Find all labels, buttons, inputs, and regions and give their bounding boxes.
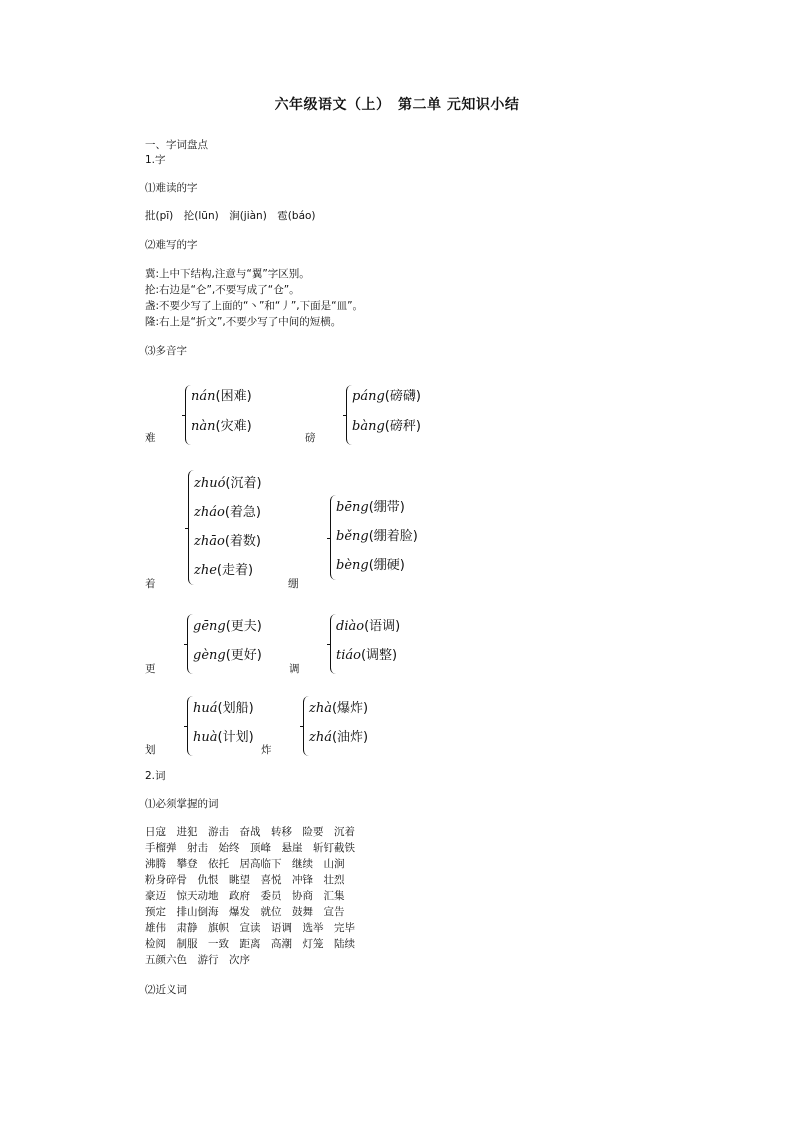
word-line: 五颜六色 游行 次序: [145, 954, 250, 966]
word-line: 日寇 进犯 游击 奋战 转移 险要 沉着: [145, 826, 355, 838]
polyphone-reading: [194, 475, 262, 493]
hard-write-line: 抡:右边是“仑”,不要写成了“仓”。: [145, 284, 300, 296]
hard-read-label: ⑴难读的字: [145, 182, 198, 194]
word-line: 雄伟 肃静 旗帜 宣读 语调 选举 完毕: [145, 922, 355, 934]
pinyin: tiáo: [336, 648, 361, 663]
pinyin: zháo: [194, 505, 225, 520]
example-word: (着数): [224, 534, 261, 549]
hard-write-line: 隆:右上是“折文”,不要少写了中间的短横。: [145, 316, 342, 328]
pinyin: běng: [336, 529, 369, 544]
example-word: (调整): [360, 648, 398, 663]
pinyin: zhe: [194, 563, 217, 578]
page-title: 六年级语文（上） 第二单 元知识小结: [274, 97, 520, 113]
example-word: (磅秤): [384, 419, 421, 434]
pinyin: zhuó: [194, 476, 226, 491]
polyphone-char: 划: [145, 744, 156, 756]
polyphone-reading: [193, 647, 262, 665]
pinyin: nàn: [191, 419, 216, 434]
pinyin: zhāo: [194, 534, 225, 549]
pinyin: zhá: [309, 730, 332, 745]
polyphone-reading: [336, 618, 400, 636]
polyphone-reading: [336, 528, 418, 546]
section-heading: 一、字词盘点: [145, 139, 208, 151]
word-line: 沸腾 攀登 依托 居高临下 继续 山涧: [145, 858, 345, 870]
example-word: (油炸): [331, 730, 369, 745]
example-word: (走着): [216, 563, 254, 578]
pinyin: bēng: [336, 500, 369, 515]
pinyin: nán: [191, 389, 216, 404]
pinyin: huà: [193, 730, 218, 745]
example-word: (磅礴): [384, 389, 421, 404]
polyphone-char: 绷: [288, 578, 299, 590]
hard-write-label: ⑵难写的字: [145, 239, 198, 251]
word-line: 粉身碎骨 仇恨 眺望 喜悦 冲锋 壮烈: [145, 874, 345, 886]
polyphone-reading: [194, 533, 261, 551]
polyphone-reading: [193, 618, 262, 636]
pinyin: bàng: [352, 419, 385, 434]
pinyin: diào: [336, 619, 365, 634]
polyphone-reading: [336, 647, 397, 665]
pinyin: huá: [193, 701, 218, 716]
hard-write-line: 冀:上中下结构,注意与“翼”字区别。: [145, 268, 310, 280]
example-word: (爆炸): [331, 701, 369, 716]
pinyin: zhà: [309, 701, 332, 716]
polyphone-reading: [191, 388, 252, 406]
polyphone-reading: [336, 499, 405, 517]
synonyms-label: ⑵近义词: [145, 984, 187, 996]
example-word: (沉着): [225, 476, 262, 491]
example-word: (绷硬): [368, 558, 405, 573]
example-word: (语调): [364, 619, 401, 634]
example-word: (绷着脸): [368, 529, 418, 544]
polyphone-char: 磅: [305, 432, 316, 444]
hard-write-line: 盏:不要少写了上面的“丶”和“丿”,下面是“皿”。: [145, 300, 364, 312]
polyphone-reading: [194, 562, 253, 580]
example-word: (计划): [217, 730, 254, 745]
subsection-words: 2.词: [145, 770, 166, 782]
pinyin: gèng: [193, 648, 226, 663]
polyphone-reading: [352, 418, 421, 436]
polyphone-reading: [309, 700, 368, 718]
example-word: (划船): [217, 701, 254, 716]
word-line: 预定 排山倒海 爆发 就位 鼓舞 宣告: [145, 906, 345, 918]
pinyin: bèng: [336, 558, 369, 573]
polyphone-reading: [336, 557, 405, 575]
example-word: (困难): [215, 389, 252, 404]
polyphone-label: ⑶多音字: [145, 345, 187, 357]
word-line: 豪迈 惊天动地 政府 委员 协商 汇集: [145, 890, 345, 902]
polyphone-char: 炸: [261, 744, 272, 756]
example-word: (着急): [224, 505, 261, 520]
polyphone-char: 着: [145, 578, 156, 590]
hard-write-list: [145, 266, 363, 330]
word-line: 手榴弹 射击 始终 顶峰 悬崖 斩钉截铁: [145, 842, 355, 854]
example-word: (更好): [225, 648, 262, 663]
polyphone-reading: [194, 504, 261, 522]
example-word: (灾难): [215, 419, 252, 434]
polyphone-char: 更: [145, 663, 156, 675]
polyphone-reading: [309, 729, 368, 747]
polyphone-reading: [191, 418, 252, 436]
pinyin: gēng: [193, 619, 226, 634]
subsection-characters: 1.字: [145, 154, 166, 166]
hard-read-line: 批(pī) 抡(lūn) 涧(jiàn) 雹(báo): [145, 210, 316, 222]
polyphone-char: 调: [289, 663, 300, 675]
word-line: 检阅 制服 一致 距离 高潮 灯笼 陆续: [145, 938, 355, 950]
must-words-label: ⑴必须掌握的词: [145, 798, 219, 810]
example-word: (绷带): [368, 500, 405, 515]
must-words-list: [145, 824, 355, 968]
polyphone-reading: [352, 388, 421, 406]
example-word: (更夫): [225, 619, 262, 634]
pinyin: páng: [352, 389, 385, 404]
polyphone-reading: [193, 700, 254, 718]
polyphone-char: 难: [145, 432, 156, 444]
polyphone-reading: [193, 729, 254, 747]
